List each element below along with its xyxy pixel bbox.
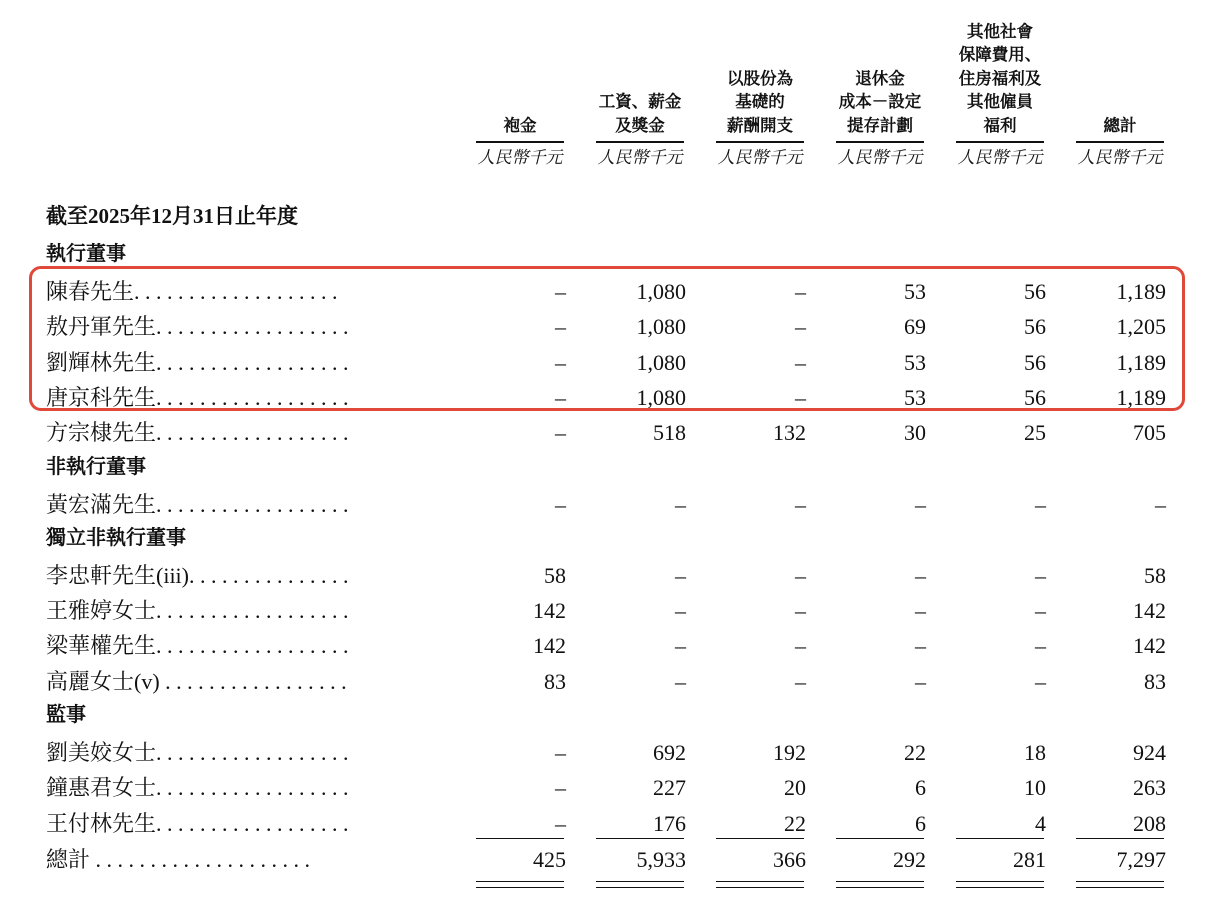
value-cell: 142: [533, 598, 566, 624]
value-cell: –: [555, 775, 566, 801]
value-cell: 83: [544, 668, 566, 694]
row-name: 王雅婷女士. . . . . . . . . . . . . . . . . .: [46, 598, 349, 624]
column-unit: 人民幣千元: [717, 148, 803, 167]
column-unit: 人民幣千元: [477, 148, 563, 167]
column-title: [1070, 114, 1170, 138]
total-double-rule: [716, 887, 804, 888]
row-name: 李忠軒先生(iii). . . . . . . . . . . . . . .: [46, 562, 349, 588]
value-cell: –: [675, 491, 686, 517]
value-cell: 25: [1024, 420, 1046, 446]
value-cell: 1,080: [636, 349, 686, 375]
value-cell: –: [915, 491, 926, 517]
total-double-rule: [836, 887, 924, 888]
column-title-line: 提存計劃: [847, 115, 913, 135]
value-cell: 1,189: [1116, 349, 1166, 375]
header-rule: [1076, 141, 1164, 143]
value-cell: 18: [1024, 740, 1046, 765]
value-cell: 56: [1024, 384, 1046, 410]
row-name: 方宗棣先生. . . . . . . . . . . . . . . . . .: [46, 420, 349, 446]
value-cell: 20: [784, 775, 806, 801]
value-cell: 58: [544, 562, 566, 588]
value-cell: 22: [784, 810, 806, 836]
value-cell: 58: [1144, 562, 1166, 588]
value-cell: –: [1035, 668, 1046, 694]
column-title-line: 基礎的: [735, 92, 785, 111]
row-name: 高麗女士(v) . . . . . . . . . . . . . . . . .: [46, 668, 347, 694]
value-cell: 83: [1144, 668, 1166, 694]
row-name: 陳春先生. . . . . . . . . . . . . . . . . . .: [46, 279, 338, 304]
total-double-rule: [596, 887, 684, 888]
value-cell: –: [1035, 562, 1046, 588]
value-cell: 1,080: [636, 314, 686, 340]
value-cell: 69: [904, 314, 926, 340]
header-rule: [596, 141, 684, 143]
column-header: [830, 0, 930, 137]
value-cell: –: [795, 598, 806, 624]
value-cell: 227: [653, 775, 686, 801]
total-double-rule: [476, 881, 564, 882]
value-cell: –: [1035, 598, 1046, 624]
column-title: [470, 114, 570, 138]
value-cell: 1,189: [1116, 384, 1166, 410]
column-unit: 人民幣千元: [597, 148, 683, 167]
subtotal-rule: [956, 838, 1044, 839]
value-cell: –: [675, 668, 686, 694]
value-cell: 53: [904, 384, 926, 410]
value-cell: 30: [904, 420, 926, 446]
column-title-line: 成本－設定: [838, 92, 922, 111]
value-cell: –: [555, 491, 566, 517]
value-cell: 1,189: [1116, 279, 1166, 304]
value-cell: –: [795, 314, 806, 340]
value-cell: –: [675, 633, 686, 659]
value-cell: –: [675, 598, 686, 624]
column-title-line: 總計: [1103, 115, 1137, 135]
column-header: [1070, 0, 1170, 137]
value-cell: 924: [1133, 740, 1166, 765]
value-cell: 6: [915, 810, 926, 836]
value-cell: –: [555, 279, 566, 304]
value-cell: –: [555, 384, 566, 410]
value-cell: 142: [533, 633, 566, 659]
section-label: 獨立非執行董事: [46, 524, 186, 549]
value-cell: 56: [1024, 314, 1046, 340]
subtotal-rule: [1076, 838, 1164, 839]
value-cell: –: [795, 562, 806, 588]
header-rule: [716, 141, 804, 143]
value-cell: –: [1035, 633, 1046, 659]
value-cell: –: [795, 633, 806, 659]
row-name: 王付林先生. . . . . . . . . . . . . . . . . .: [46, 810, 349, 836]
value-cell: 692: [653, 740, 686, 765]
column-header: [710, 0, 810, 137]
value-cell: 1,205: [1116, 314, 1166, 340]
value-cell: 53: [904, 279, 926, 304]
value-cell: –: [555, 314, 566, 340]
value-cell: 22: [904, 740, 926, 765]
column-title: [950, 20, 1050, 138]
column-title: [710, 67, 810, 138]
value-cell: –: [915, 668, 926, 694]
value-cell: –: [1155, 491, 1166, 517]
row-name: 唐京科先生. . . . . . . . . . . . . . . . . .: [46, 384, 349, 410]
value-cell: –: [795, 491, 806, 517]
section-label: 監事: [46, 702, 86, 726]
value-cell: –: [795, 668, 806, 694]
value-cell: 4: [1035, 810, 1046, 836]
value-cell: 132: [773, 420, 806, 446]
value-cell: –: [675, 562, 686, 588]
header-rule: [956, 141, 1044, 143]
column-title-line: 其他社會: [967, 21, 1033, 41]
section-label: 執行董事: [46, 241, 126, 265]
value-cell: 1,080: [636, 384, 686, 410]
value-cell: –: [555, 810, 566, 836]
subtotal-rule: [836, 838, 924, 839]
column-title-line: 以股份為: [727, 68, 793, 88]
value-cell: 10: [1024, 775, 1046, 801]
column-title-line: 保障費用、: [958, 45, 1042, 64]
row-name: 黃宏滿先生. . . . . . . . . . . . . . . . . .: [46, 491, 349, 517]
value-cell: –: [915, 562, 926, 588]
section-label: 非執行董事: [46, 453, 146, 478]
column-title-line: 住房福利及: [958, 68, 1042, 88]
value-cell: –: [915, 633, 926, 659]
value-cell: –: [1035, 491, 1046, 517]
total-value-cell: 7,297: [1116, 847, 1166, 872]
row-name: 劉美姣女士. . . . . . . . . . . . . . . . . .: [46, 740, 349, 765]
value-cell: –: [555, 420, 566, 446]
value-cell: 53: [904, 349, 926, 375]
column-title-line: 福利: [983, 115, 1017, 135]
total-value-cell: 425: [533, 847, 566, 872]
row-name: 敖丹軍先生. . . . . . . . . . . . . . . . . .: [46, 314, 349, 340]
highlight-box: [29, 266, 1185, 411]
column-unit: 人民幣千元: [1077, 148, 1163, 167]
value-cell: –: [915, 598, 926, 624]
value-cell: –: [795, 279, 806, 304]
total-value-cell: 292: [893, 847, 926, 872]
column-title-line: 其他僱員: [967, 92, 1033, 111]
row-name: 鐘惠君女士. . . . . . . . . . . . . . . . . .: [46, 775, 349, 801]
column-title-line: 退休金: [855, 68, 905, 88]
column-title-line: 及獎金: [615, 115, 665, 135]
column-title-line: 薪酬開支: [727, 115, 793, 135]
total-double-rule: [1076, 881, 1164, 882]
column-unit: 人民幣千元: [837, 148, 923, 167]
column-title-line: 袍金: [503, 115, 537, 135]
total-double-rule: [476, 887, 564, 888]
value-cell: 705: [1133, 420, 1166, 446]
column-header: [590, 0, 690, 137]
subtotal-rule: [596, 838, 684, 839]
value-cell: 192: [773, 740, 806, 765]
column-header: [470, 0, 570, 137]
value-cell: –: [795, 349, 806, 375]
total-value-cell: 366: [773, 847, 806, 872]
total-value-cell: 281: [1013, 847, 1046, 872]
column-header: [950, 0, 1050, 137]
value-cell: –: [795, 384, 806, 410]
total-double-rule: [716, 881, 804, 882]
value-cell: 176: [653, 810, 686, 836]
value-cell: 142: [1133, 633, 1166, 659]
row-name: 梁華權先生. . . . . . . . . . . . . . . . . .: [46, 633, 349, 659]
total-double-rule: [1076, 887, 1164, 888]
value-cell: 142: [1133, 598, 1166, 624]
total-double-rule: [836, 881, 924, 882]
value-cell: 56: [1024, 349, 1046, 375]
period-title: 截至2025年12月31日止年度: [46, 204, 298, 228]
subtotal-rule: [476, 838, 564, 839]
header-rule: [476, 141, 564, 143]
total-label: 總計 . . . . . . . . . . . . . . . . . . . .: [46, 847, 311, 872]
total-double-rule: [596, 881, 684, 882]
value-cell: –: [555, 349, 566, 375]
row-name: 劉輝林先生. . . . . . . . . . . . . . . . . .: [46, 349, 349, 375]
value-cell: 56: [1024, 279, 1046, 304]
value-cell: –: [555, 740, 566, 765]
value-cell: 263: [1133, 775, 1166, 801]
subtotal-rule: [716, 838, 804, 839]
header-rule: [836, 141, 924, 143]
value-cell: 518: [653, 420, 686, 446]
value-cell: 6: [915, 775, 926, 801]
value-cell: 1,080: [636, 279, 686, 304]
column-unit: 人民幣千元: [957, 148, 1043, 167]
total-double-rule: [956, 887, 1044, 888]
column-title-line: 工資、薪金: [598, 92, 682, 111]
column-title: [590, 90, 690, 137]
value-cell: 208: [1133, 810, 1166, 836]
column-title: [830, 67, 930, 138]
total-double-rule: [956, 881, 1044, 882]
total-value-cell: 5,933: [636, 847, 686, 872]
